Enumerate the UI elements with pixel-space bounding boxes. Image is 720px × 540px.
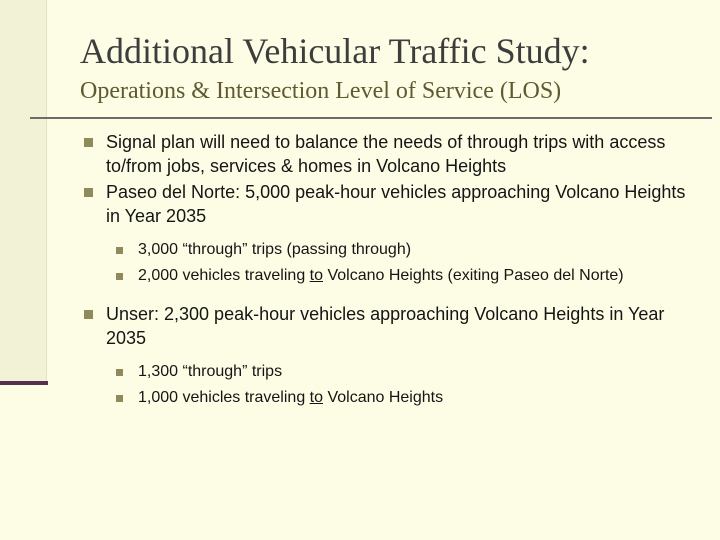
emphasis-to: to	[309, 267, 323, 284]
slide-content	[84, 130, 704, 412]
square-bullet-icon	[84, 138, 93, 147]
sub-bullet-text	[138, 267, 624, 284]
sub-bullet-through-trips	[116, 360, 704, 384]
bullet-unser	[84, 302, 704, 350]
sub-bullet-through-trips	[116, 238, 704, 262]
text-before: 1,000 vehicles traveling	[138, 389, 310, 406]
sub-bullet-vehicles-to	[116, 264, 704, 288]
text-after: Volcano Heights	[323, 389, 444, 406]
unser-sub-bullets	[84, 360, 704, 410]
sub-bullet-text: 1,300 “through” trips	[138, 363, 283, 380]
square-bullet-icon	[116, 273, 123, 280]
square-bullet-icon	[116, 247, 123, 254]
bullet-signal-plan	[84, 130, 704, 178]
paseo-sub-bullets	[84, 238, 704, 288]
text-after: Volcano Heights (exiting Paseo del Norte)	[323, 267, 624, 284]
slide-title: Additional Vehicular Traffic Study:	[80, 31, 590, 71]
title-divider	[30, 117, 712, 119]
text-before: 2,000 vehicles traveling	[138, 267, 310, 284]
sidebar-accent-bar	[0, 381, 48, 385]
sub-bullet-text: 3,000 “through” trips (passing through)	[138, 241, 412, 258]
emphasis-to: to	[309, 389, 323, 406]
square-bullet-icon	[84, 310, 93, 319]
square-bullet-icon	[84, 188, 93, 197]
bullet-text: Paseo del Norte: 5,000 peak-hour vehicles approaching Volcano Heights in Year 2035	[106, 182, 686, 226]
sub-bullet-vehicles-to	[116, 386, 704, 410]
bullet-paseo-del-norte	[84, 180, 704, 228]
bullet-text: Unser: 2,300 peak-hour vehicles approaching Volcano Heights in Year 2035	[106, 304, 665, 348]
square-bullet-icon	[116, 395, 123, 402]
slide-sidebar	[0, 0, 47, 383]
sub-bullet-text	[138, 389, 443, 406]
slide-subtitle: Operations & Intersection Level of Service (LOS)	[80, 78, 562, 104]
bullet-text: Signal plan will need to balance the needs of through trips with access to/from jobs, services & homes in Volcano Heights	[106, 132, 666, 176]
square-bullet-icon	[116, 369, 123, 376]
